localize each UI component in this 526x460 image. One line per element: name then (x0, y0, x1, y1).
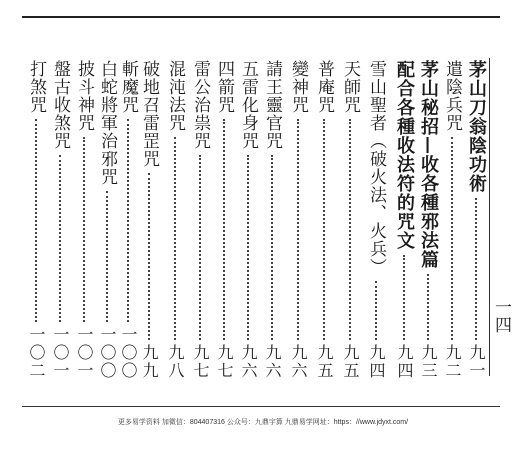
toc-entry-title: 斬魔咒 (118, 60, 138, 114)
dot-leader (427, 274, 429, 340)
dot-leader (199, 155, 201, 340)
toc-entry (442, 60, 462, 380)
toc-entry-page: 一〇一 (75, 326, 94, 380)
toc-entry (314, 60, 334, 380)
toc-entry (340, 60, 360, 380)
toc-entry-title: 茅山秘招—收各種邪法篇 (418, 60, 439, 269)
toc-entry-page: 一〇一 (51, 326, 70, 380)
toc-entry-title: 天師咒 (340, 60, 360, 114)
toc-entry-page: 九七 (191, 344, 210, 380)
toc-entry (139, 60, 159, 380)
toc-entry-title: 四箭咒 (214, 60, 234, 114)
toc-entry (97, 60, 117, 380)
dot-leader (148, 173, 150, 340)
toc-entry-page: 一〇二 (27, 326, 46, 380)
dot-leader (451, 137, 453, 340)
dot-leader (403, 255, 405, 340)
toc-entry-page: 九六 (263, 344, 282, 380)
toc-entry (214, 60, 234, 380)
dot-leader (106, 191, 108, 322)
dot-leader (247, 155, 249, 340)
dot-leader (59, 155, 61, 322)
toc-entry (26, 60, 46, 380)
dot-leader (223, 119, 225, 340)
toc-entry (118, 60, 138, 380)
toc-entry-title: 披斗神咒 (74, 60, 94, 132)
dot-leader (271, 155, 273, 340)
toc-entry-page: 九五 (341, 344, 360, 380)
dot-leader (127, 119, 129, 322)
dot-leader (83, 137, 85, 322)
toc-entry-page: 一〇〇 (119, 326, 138, 380)
toc-entry-page: 九六 (289, 344, 308, 380)
toc-entry-page: 九二 (443, 344, 462, 380)
toc-entry (394, 60, 414, 380)
footer-rule (22, 406, 500, 407)
toc-entry-page: 九五 (315, 344, 334, 380)
toc-entry-page: 九六 (239, 344, 258, 380)
toc-entry (466, 60, 486, 380)
toc-entry-title: 破地召雷罡咒 (139, 60, 159, 168)
footer-watermark-text: 更多易学资料 加微信：804407316 公众号：九鼎宇算 九鼎易学网址：https：//www.jdyxt.com/ (117, 419, 409, 426)
toc-entry-title: 普庵咒 (314, 60, 334, 114)
toc-entry-title: 白蛇將軍治邪咒 (97, 60, 117, 186)
top-rule (22, 16, 500, 18)
dot-leader (475, 198, 477, 340)
toc-entry (262, 60, 282, 380)
page-number-rule (489, 58, 490, 376)
dot-leader (174, 137, 176, 340)
toc-entry-page: 一〇〇 (98, 326, 117, 380)
toc-entry (418, 60, 438, 380)
toc-entry-page: 九四 (395, 344, 414, 380)
dot-leader (297, 119, 299, 340)
toc-entry-title: 打煞咒 (26, 60, 46, 114)
dot-leader (35, 119, 37, 322)
toc-entry-page: 九一 (467, 344, 486, 380)
toc-entry-title: 配合各種收法符的咒文 (394, 60, 415, 250)
dot-leader (349, 119, 351, 340)
toc-entry (366, 60, 386, 380)
dot-leader (375, 281, 377, 340)
toc-entry-title: 盤古收煞咒 (50, 60, 70, 150)
toc-entry-title: 請王靈官咒 (262, 60, 282, 150)
toc-entry (50, 60, 70, 380)
toc-entry (238, 60, 258, 380)
toc-entry (288, 60, 308, 380)
toc-entry-title: 混沌法咒 (165, 60, 185, 132)
toc-entry-page: 九四 (367, 344, 386, 380)
toc-entry-title: 雪山聖者（破火法、火兵） (366, 60, 386, 276)
toc-entry (74, 60, 94, 380)
toc-entry-title: 五雷化身咒 (238, 60, 258, 150)
dot-leader (323, 119, 325, 340)
toc-entry-page: 九九 (140, 344, 159, 380)
toc-entry-page: 九三 (419, 344, 438, 380)
toc-entry-title: 遣陰兵咒 (442, 60, 462, 132)
toc-entry (165, 60, 185, 380)
toc-entry-page: 九七 (215, 344, 234, 380)
toc-entry-title: 變神咒 (288, 60, 308, 114)
toc-entry-page: 九八 (166, 344, 185, 380)
toc-entry-title: 雷公治祟咒 (190, 60, 210, 150)
toc-entry-title: 茅山刀翁陰功術 (466, 60, 487, 193)
page-number: 一四 (491, 298, 511, 334)
toc-entry (190, 60, 210, 380)
